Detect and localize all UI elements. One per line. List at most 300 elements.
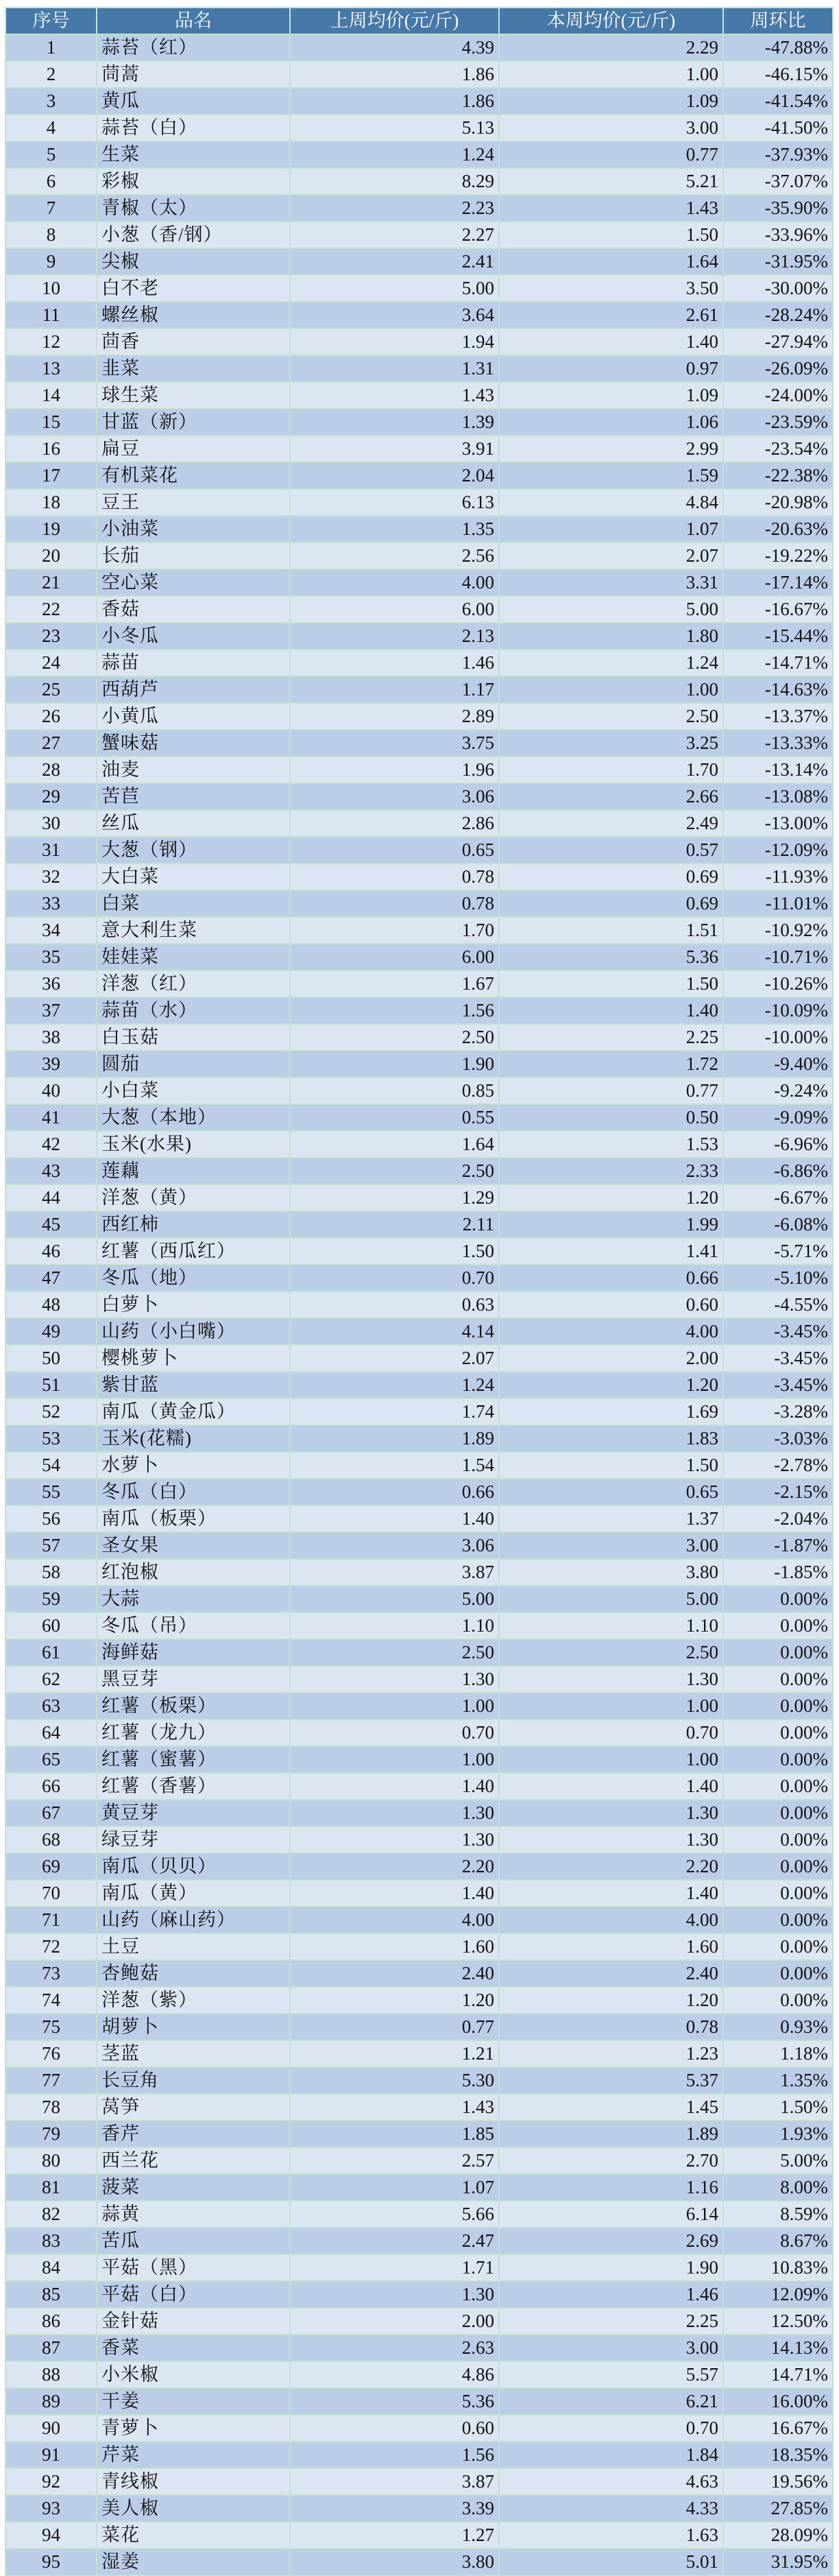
cell-name: 生菜: [97, 141, 290, 168]
cell-last-week-price: 1.60: [290, 1933, 499, 1960]
table-row: [5, 195, 833, 222]
cell-last-week-price: 6.13: [290, 489, 499, 516]
cell-name: 菜花: [97, 2522, 290, 2549]
cell-this-week-price: 1.30: [499, 1800, 723, 1826]
cell-last-week-price: 2.56: [290, 542, 499, 569]
cell-week-change: 14.71%: [723, 2361, 833, 2388]
cell-this-week-price: 0.69: [499, 863, 723, 890]
cell-week-change: -5.71%: [723, 1238, 833, 1265]
cell-name: 香菇: [97, 596, 290, 623]
table-row: [5, 2308, 833, 2335]
table-row: [5, 783, 833, 810]
table-row: [5, 1532, 833, 1559]
cell-index: 16: [5, 436, 97, 462]
cell-last-week-price: 0.55: [290, 1104, 499, 1131]
cell-name: 黄豆芽: [97, 1800, 290, 1826]
cell-name: 茎蓝: [97, 2040, 290, 2067]
table-row: [5, 61, 833, 88]
cell-index: 17: [5, 462, 97, 489]
cell-index: 7: [5, 195, 97, 222]
cell-last-week-price: 1.71: [290, 2254, 499, 2281]
cell-index: 80: [5, 2147, 97, 2174]
cell-name: 大葱（本地）: [97, 1104, 290, 1131]
table-row: [5, 890, 833, 917]
cell-week-change: 0.00%: [723, 1693, 833, 1719]
cell-this-week-price: 4.00: [499, 1318, 723, 1345]
cell-week-change: 27.85%: [723, 2495, 833, 2522]
cell-last-week-price: 5.36: [290, 2388, 499, 2415]
cell-this-week-price: 2.69: [499, 2228, 723, 2254]
cell-name: 青线椒: [97, 2468, 290, 2495]
cell-last-week-price: 4.86: [290, 2361, 499, 2388]
table-row: [5, 2254, 833, 2281]
cell-name: 西红柿: [97, 1211, 290, 1238]
cell-index: 56: [5, 1505, 97, 1532]
cell-week-change: 0.00%: [723, 1853, 833, 1880]
cell-name: 黄瓜: [97, 88, 290, 115]
cell-index: 32: [5, 863, 97, 890]
cell-index: 36: [5, 970, 97, 997]
cell-this-week-price: 3.00: [499, 2335, 723, 2361]
cell-week-change: -6.96%: [723, 1131, 833, 1158]
cell-week-change: 28.09%: [723, 2522, 833, 2549]
cell-name: 茴香: [97, 329, 290, 355]
cell-last-week-price: 3.06: [290, 1532, 499, 1559]
cell-last-week-price: 0.70: [290, 1265, 499, 1291]
table-row: [5, 2147, 833, 2174]
cell-name: 小葱（香/钢）: [97, 222, 290, 248]
cell-name: 南瓜（黄）: [97, 1880, 290, 1907]
cell-name: 青萝卜: [97, 2415, 290, 2442]
cell-name: 红薯（香薯）: [97, 1773, 290, 1800]
cell-this-week-price: 2.29: [499, 34, 723, 61]
table-row: [5, 2094, 833, 2121]
table-row: [5, 676, 833, 703]
cell-index: 4: [5, 115, 97, 141]
cell-week-change: -10.00%: [723, 1024, 833, 1051]
cell-week-change: 0.93%: [723, 2014, 833, 2040]
cell-this-week-price: 1.09: [499, 382, 723, 409]
cell-last-week-price: 1.29: [290, 1184, 499, 1211]
cell-name: 大蒜: [97, 1586, 290, 1612]
cell-index: 61: [5, 1639, 97, 1666]
cell-this-week-price: 1.16: [499, 2174, 723, 2201]
cell-name: 苦瓜: [97, 2228, 290, 2254]
cell-week-change: -11.93%: [723, 863, 833, 890]
table-row: [5, 2121, 833, 2147]
cell-this-week-price: 2.66: [499, 783, 723, 810]
cell-last-week-price: 4.00: [290, 1907, 499, 1933]
cell-week-change: 1.93%: [723, 2121, 833, 2147]
table-row: [5, 1051, 833, 1077]
cell-this-week-price: 0.97: [499, 355, 723, 382]
cell-this-week-price: 1.23: [499, 2040, 723, 2067]
cell-last-week-price: 1.86: [290, 88, 499, 115]
cell-name: 空心菜: [97, 569, 290, 596]
cell-last-week-price: 2.50: [290, 1639, 499, 1666]
cell-name: 美人椒: [97, 2495, 290, 2522]
cell-last-week-price: 2.50: [290, 1158, 499, 1184]
cell-last-week-price: 1.40: [290, 1505, 499, 1532]
cell-last-week-price: 3.39: [290, 2495, 499, 2522]
cell-index: 70: [5, 1880, 97, 1907]
cell-week-change: -2.04%: [723, 1505, 833, 1532]
table-row: [5, 730, 833, 756]
cell-week-change: -19.22%: [723, 542, 833, 569]
table-row: [5, 1826, 833, 1853]
cell-name: 菠菜: [97, 2174, 290, 2201]
table-row: [5, 1880, 833, 1907]
cell-this-week-price: 1.40: [499, 1773, 723, 1800]
cell-this-week-price: 1.40: [499, 1880, 723, 1907]
cell-last-week-price: 1.30: [290, 1826, 499, 1853]
table-row: [5, 382, 833, 409]
price-table: [5, 7, 834, 2576]
table-row: [5, 1398, 833, 1425]
cell-last-week-price: 1.10: [290, 1612, 499, 1639]
cell-this-week-price: 0.69: [499, 890, 723, 917]
cell-week-change: -12.09%: [723, 837, 833, 863]
table-row: [5, 2415, 833, 2442]
table-body: [5, 34, 833, 2575]
cell-name: 蒜黄: [97, 2201, 290, 2228]
cell-this-week-price: 4.84: [499, 489, 723, 516]
table-row: [5, 1907, 833, 1933]
cell-name: 油麦: [97, 756, 290, 783]
cell-index: 50: [5, 1345, 97, 1372]
cell-index: 49: [5, 1318, 97, 1345]
cell-this-week-price: 0.65: [499, 1479, 723, 1505]
cell-last-week-price: 1.20: [290, 1987, 499, 2014]
cell-week-change: -35.90%: [723, 195, 833, 222]
cell-this-week-price: 1.84: [499, 2442, 723, 2468]
table-row: [5, 2442, 833, 2468]
cell-last-week-price: 1.90: [290, 1051, 499, 1077]
cell-index: 41: [5, 1104, 97, 1131]
cell-index: 87: [5, 2335, 97, 2361]
cell-week-change: -3.03%: [723, 1425, 833, 1452]
table-row: [5, 1800, 833, 1826]
cell-name: 甘蓝（新）: [97, 409, 290, 436]
cell-week-change: -31.95%: [723, 248, 833, 275]
table-row: [5, 1666, 833, 1693]
cell-last-week-price: 1.35: [290, 516, 499, 542]
cell-this-week-price: 1.10: [499, 1612, 723, 1639]
cell-week-change: -6.86%: [723, 1158, 833, 1184]
table-row: [5, 2014, 833, 2040]
cell-last-week-price: 5.66: [290, 2201, 499, 2228]
table-row: [5, 222, 833, 248]
cell-name: 山药（小白嘴）: [97, 1318, 290, 1345]
table-row: [5, 329, 833, 355]
header-this-week-price: 本周均价(元/斤): [499, 8, 723, 34]
cell-this-week-price: 1.72: [499, 1051, 723, 1077]
cell-index: 66: [5, 1773, 97, 1800]
cell-week-change: -10.09%: [723, 997, 833, 1024]
cell-name: 蟹味菇: [97, 730, 290, 756]
cell-week-change: 0.00%: [723, 1800, 833, 1826]
cell-index: 73: [5, 1960, 97, 1987]
table-row: [5, 1425, 833, 1452]
cell-last-week-price: 1.00: [290, 1746, 499, 1773]
cell-last-week-price: 3.87: [290, 1559, 499, 1586]
cell-index: 62: [5, 1666, 97, 1693]
table-row: [5, 1693, 833, 1719]
cell-week-change: -46.15%: [723, 61, 833, 88]
cell-last-week-price: 1.21: [290, 2040, 499, 2067]
cell-last-week-price: 1.56: [290, 997, 499, 1024]
cell-last-week-price: 1.00: [290, 1693, 499, 1719]
cell-index: 71: [5, 1907, 97, 1933]
cell-week-change: -10.26%: [723, 970, 833, 997]
cell-index: 83: [5, 2228, 97, 2254]
cell-last-week-price: 2.27: [290, 222, 499, 248]
cell-name: 圣女果: [97, 1532, 290, 1559]
cell-week-change: 31.95%: [723, 2549, 833, 2575]
table-row: [5, 649, 833, 676]
cell-week-change: -6.67%: [723, 1184, 833, 1211]
cell-this-week-price: 1.41: [499, 1238, 723, 1265]
cell-this-week-price: 1.83: [499, 1425, 723, 1452]
cell-this-week-price: 1.40: [499, 997, 723, 1024]
cell-this-week-price: 1.45: [499, 2094, 723, 2121]
table-row: [5, 516, 833, 542]
cell-week-change: -23.59%: [723, 409, 833, 436]
table-row: [5, 1960, 833, 1987]
cell-name: 彩椒: [97, 168, 290, 195]
cell-week-change: -47.88%: [723, 34, 833, 61]
cell-this-week-price: 0.50: [499, 1104, 723, 1131]
cell-this-week-price: 2.00: [499, 1345, 723, 1372]
cell-last-week-price: 1.50: [290, 1238, 499, 1265]
cell-last-week-price: 0.78: [290, 890, 499, 917]
cell-week-change: 1.18%: [723, 2040, 833, 2067]
cell-week-change: -9.40%: [723, 1051, 833, 1077]
cell-this-week-price: 1.30: [499, 1826, 723, 1853]
cell-last-week-price: 1.30: [290, 1666, 499, 1693]
cell-this-week-price: 2.99: [499, 436, 723, 462]
cell-name: 小油菜: [97, 516, 290, 542]
cell-last-week-price: 0.63: [290, 1291, 499, 1318]
cell-week-change: 5.00%: [723, 2147, 833, 2174]
cell-index: 39: [5, 1051, 97, 1077]
table-row: [5, 1773, 833, 1800]
cell-week-change: 0.00%: [723, 1612, 833, 1639]
table-row: [5, 2067, 833, 2094]
cell-week-change: 0.00%: [723, 1880, 833, 1907]
cell-name: 黑豆芽: [97, 1666, 290, 1693]
table-row: [5, 2468, 833, 2495]
cell-this-week-price: 1.20: [499, 1184, 723, 1211]
cell-name: 苦苣: [97, 783, 290, 810]
cell-this-week-price: 5.00: [499, 596, 723, 623]
table-row: [5, 2549, 833, 2575]
cell-index: 15: [5, 409, 97, 436]
cell-index: 12: [5, 329, 97, 355]
header-week-change: 周环比: [723, 8, 833, 34]
cell-this-week-price: 1.24: [499, 649, 723, 676]
cell-last-week-price: 3.91: [290, 436, 499, 462]
cell-name: 香菜: [97, 2335, 290, 2361]
cell-last-week-price: 1.70: [290, 917, 499, 944]
cell-this-week-price: 1.43: [499, 195, 723, 222]
cell-week-change: -37.07%: [723, 168, 833, 195]
cell-last-week-price: 1.74: [290, 1398, 499, 1425]
cell-week-change: -10.92%: [723, 917, 833, 944]
cell-index: 84: [5, 2254, 97, 2281]
cell-this-week-price: 2.61: [499, 302, 723, 329]
cell-index: 53: [5, 1425, 97, 1452]
cell-index: 46: [5, 1238, 97, 1265]
cell-week-change: -41.54%: [723, 88, 833, 115]
cell-name: 白萝卜: [97, 1291, 290, 1318]
cell-last-week-price: 1.85: [290, 2121, 499, 2147]
cell-name: 红薯（西瓜红）: [97, 1238, 290, 1265]
cell-index: 38: [5, 1024, 97, 1051]
cell-this-week-price: 0.57: [499, 837, 723, 863]
cell-week-change: -6.08%: [723, 1211, 833, 1238]
cell-index: 48: [5, 1291, 97, 1318]
cell-index: 31: [5, 837, 97, 863]
table-row: [5, 115, 833, 141]
cell-name: 长茄: [97, 542, 290, 569]
cell-week-change: -22.38%: [723, 462, 833, 489]
cell-index: 3: [5, 88, 97, 115]
cell-name: 茼蒿: [97, 61, 290, 88]
cell-this-week-price: 1.37: [499, 1505, 723, 1532]
table-row: [5, 34, 833, 61]
cell-index: 24: [5, 649, 97, 676]
cell-index: 95: [5, 2549, 97, 2575]
cell-last-week-price: 2.89: [290, 703, 499, 730]
cell-last-week-price: 2.50: [290, 1024, 499, 1051]
cell-name: 长豆角: [97, 2067, 290, 2094]
cell-this-week-price: 6.21: [499, 2388, 723, 2415]
cell-last-week-price: 0.60: [290, 2415, 499, 2442]
cell-last-week-price: 6.00: [290, 944, 499, 970]
header-row: [5, 8, 833, 34]
cell-name: 南瓜（板栗）: [97, 1505, 290, 1532]
table-row: [5, 409, 833, 436]
cell-this-week-price: 1.46: [499, 2281, 723, 2308]
cell-week-change: 0.00%: [723, 1960, 833, 1987]
cell-name: 干姜: [97, 2388, 290, 2415]
cell-this-week-price: 2.40: [499, 1960, 723, 1987]
table-row: [5, 1933, 833, 1960]
cell-week-change: -5.10%: [723, 1265, 833, 1291]
cell-index: 34: [5, 917, 97, 944]
cell-this-week-price: 6.14: [499, 2201, 723, 2228]
cell-week-change: -14.63%: [723, 676, 833, 703]
table-row: [5, 1372, 833, 1398]
cell-index: 94: [5, 2522, 97, 2549]
cell-last-week-price: 1.43: [290, 382, 499, 409]
cell-week-change: -13.00%: [723, 810, 833, 837]
cell-name: 红薯（龙九）: [97, 1719, 290, 1746]
cell-index: 27: [5, 730, 97, 756]
cell-name: 小白菜: [97, 1077, 290, 1104]
cell-name: 小米椒: [97, 2361, 290, 2388]
cell-index: 93: [5, 2495, 97, 2522]
cell-name: 芹菜: [97, 2442, 290, 2468]
cell-last-week-price: 2.23: [290, 195, 499, 222]
cell-last-week-price: 3.80: [290, 2549, 499, 2575]
cell-this-week-price: 0.70: [499, 1719, 723, 1746]
cell-week-change: -13.33%: [723, 730, 833, 756]
cell-index: 57: [5, 1532, 97, 1559]
cell-week-change: -14.71%: [723, 649, 833, 676]
table-row: [5, 489, 833, 516]
cell-last-week-price: 1.64: [290, 1131, 499, 1158]
cell-index: 59: [5, 1586, 97, 1612]
cell-name: 大白菜: [97, 863, 290, 890]
cell-last-week-price: 1.17: [290, 676, 499, 703]
cell-week-change: -9.24%: [723, 1077, 833, 1104]
cell-index: 40: [5, 1077, 97, 1104]
cell-this-week-price: 1.89: [499, 2121, 723, 2147]
table-row: [5, 275, 833, 302]
cell-this-week-price: 1.50: [499, 970, 723, 997]
cell-week-change: -20.98%: [723, 489, 833, 516]
cell-last-week-price: 1.31: [290, 355, 499, 382]
table-row: [5, 88, 833, 115]
cell-week-change: 19.56%: [723, 2468, 833, 2495]
cell-week-change: 12.09%: [723, 2281, 833, 2308]
cell-this-week-price: 5.01: [499, 2549, 723, 2575]
cell-index: 26: [5, 703, 97, 730]
cell-last-week-price: 3.87: [290, 2468, 499, 2495]
table-row: [5, 355, 833, 382]
cell-index: 20: [5, 542, 97, 569]
cell-last-week-price: 2.00: [290, 2308, 499, 2335]
cell-week-change: -2.78%: [723, 1452, 833, 1479]
cell-week-change: 0.00%: [723, 1907, 833, 1933]
cell-name: 冬瓜（白）: [97, 1479, 290, 1505]
cell-name: 山药（麻山药）: [97, 1907, 290, 1933]
cell-week-change: -2.15%: [723, 1479, 833, 1505]
cell-last-week-price: 2.63: [290, 2335, 499, 2361]
cell-index: 5: [5, 141, 97, 168]
cell-this-week-price: 1.00: [499, 1746, 723, 1773]
cell-this-week-price: 2.50: [499, 703, 723, 730]
table-row: [5, 302, 833, 329]
cell-name: 土豆: [97, 1933, 290, 1960]
cell-this-week-price: 1.00: [499, 61, 723, 88]
cell-this-week-price: 5.37: [499, 2067, 723, 2094]
cell-index: 28: [5, 756, 97, 783]
cell-this-week-price: 1.20: [499, 1987, 723, 2014]
cell-name: 韭菜: [97, 355, 290, 382]
cell-name: 洋葱（紫）: [97, 1987, 290, 2014]
cell-last-week-price: 2.86: [290, 810, 499, 837]
cell-name: 玉米(水果): [97, 1131, 290, 1158]
cell-this-week-price: 3.50: [499, 275, 723, 302]
cell-last-week-price: 1.43: [290, 2094, 499, 2121]
cell-index: 43: [5, 1158, 97, 1184]
cell-index: 78: [5, 2094, 97, 2121]
cell-name: 莲藕: [97, 1158, 290, 1184]
cell-name: 紫甘蓝: [97, 1372, 290, 1398]
table-row: [5, 1024, 833, 1051]
cell-last-week-price: 4.39: [290, 34, 499, 61]
cell-index: 67: [5, 1800, 97, 1826]
table-row: [5, 2228, 833, 2254]
cell-index: 10: [5, 275, 97, 302]
cell-index: 79: [5, 2121, 97, 2147]
table-row: [5, 1612, 833, 1639]
table-row: [5, 1586, 833, 1612]
cell-last-week-price: 1.07: [290, 2174, 499, 2201]
